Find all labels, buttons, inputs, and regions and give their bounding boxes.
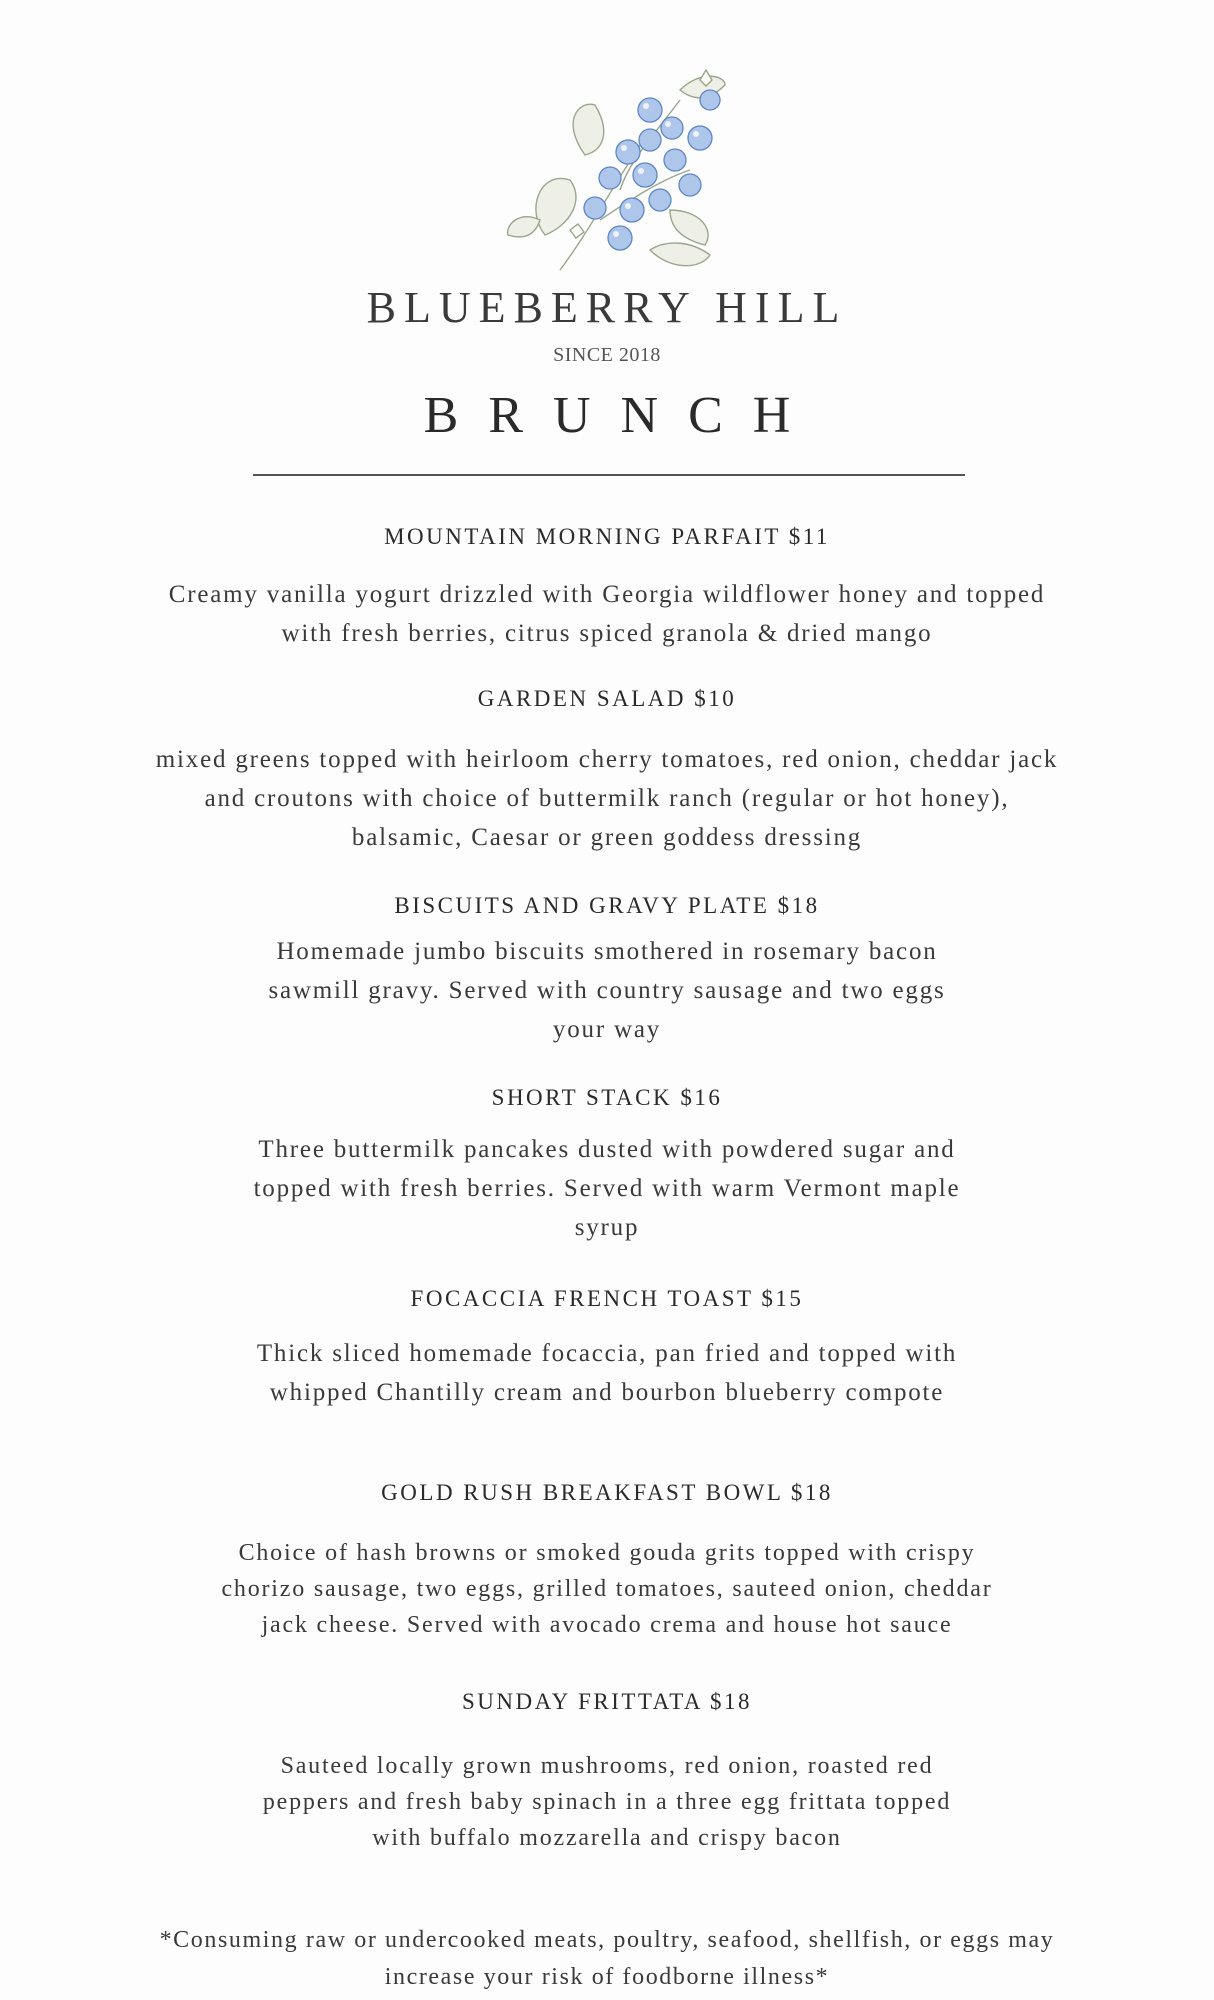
menu-item-description: Three buttermilk pancakes dusted with powdered sugar and topped with fresh berries. Served with warm Vermont maple syrup [253, 1136, 961, 1241]
menu-item-description: mixed greens topped with heirloom cherry tomatoes, red onion, cheddar jack and croutons with choice of buttermilk ranch (regular or hot honey), balsamic, Caesar or green goddess dressing [155, 746, 1059, 851]
menu-title: BRUNCH [423, 387, 821, 444]
header-divider [253, 474, 965, 476]
menu-item-name: SHORT STACK $16 [491, 1085, 723, 1110]
menu-item-name: BISCUITS AND GRAVY PLATE $18 [394, 893, 820, 918]
since-year: SINCE 2018 [553, 344, 661, 366]
menu-item-name: MOUNTAIN MORNING PARFAIT $11 [384, 524, 830, 549]
food-safety-disclaimer: *Consuming raw or undercooked meats, poultry, seafood, shellfish, or eggs may increase your risk of foodborne illness* [159, 1927, 1055, 1990]
menu-item-description: Creamy vanilla yogurt drizzled with Georgia wildflower honey and topped with fresh berries, citrus spiced granola & dried mango [168, 581, 1046, 647]
menu-item-description: Sauteed locally grown mushrooms, red onion, roasted red peppers and fresh baby spinach in a three egg frittata topped with buffalo mozzarella and crispy bacon [262, 1753, 952, 1851]
menu-item-name: FOCACCIA FRENCH TOAST $15 [410, 1286, 804, 1311]
brand-name: BLUEBERRY HILL [366, 283, 848, 332]
blueberry-branch-illustration [500, 60, 740, 280]
menu-item-description: Choice of hash browns or smoked gouda grits topped with crispy chorizo sausage, two eggs, grilled tomatoes, sauteed onion, cheddar jack cheese. Served with avocado crema and house hot sauce [221, 1540, 993, 1638]
menu-item-description: Homemade jumbo biscuits smothered in rosemary bacon sawmill gravy. Served with country sausage and two eggs your way [268, 938, 946, 1043]
menu-item-description: Thick sliced homemade focaccia, pan fried and topped with whipped Chantilly cream and bourbon blueberry compote [256, 1340, 958, 1406]
menu-item-name: GARDEN SALAD $10 [477, 686, 737, 711]
menu-item-name: SUNDAY FRITTATA $18 [461, 1689, 753, 1714]
menu-item-name: GOLD RUSH BREAKFAST BOWL $18 [381, 1480, 833, 1505]
